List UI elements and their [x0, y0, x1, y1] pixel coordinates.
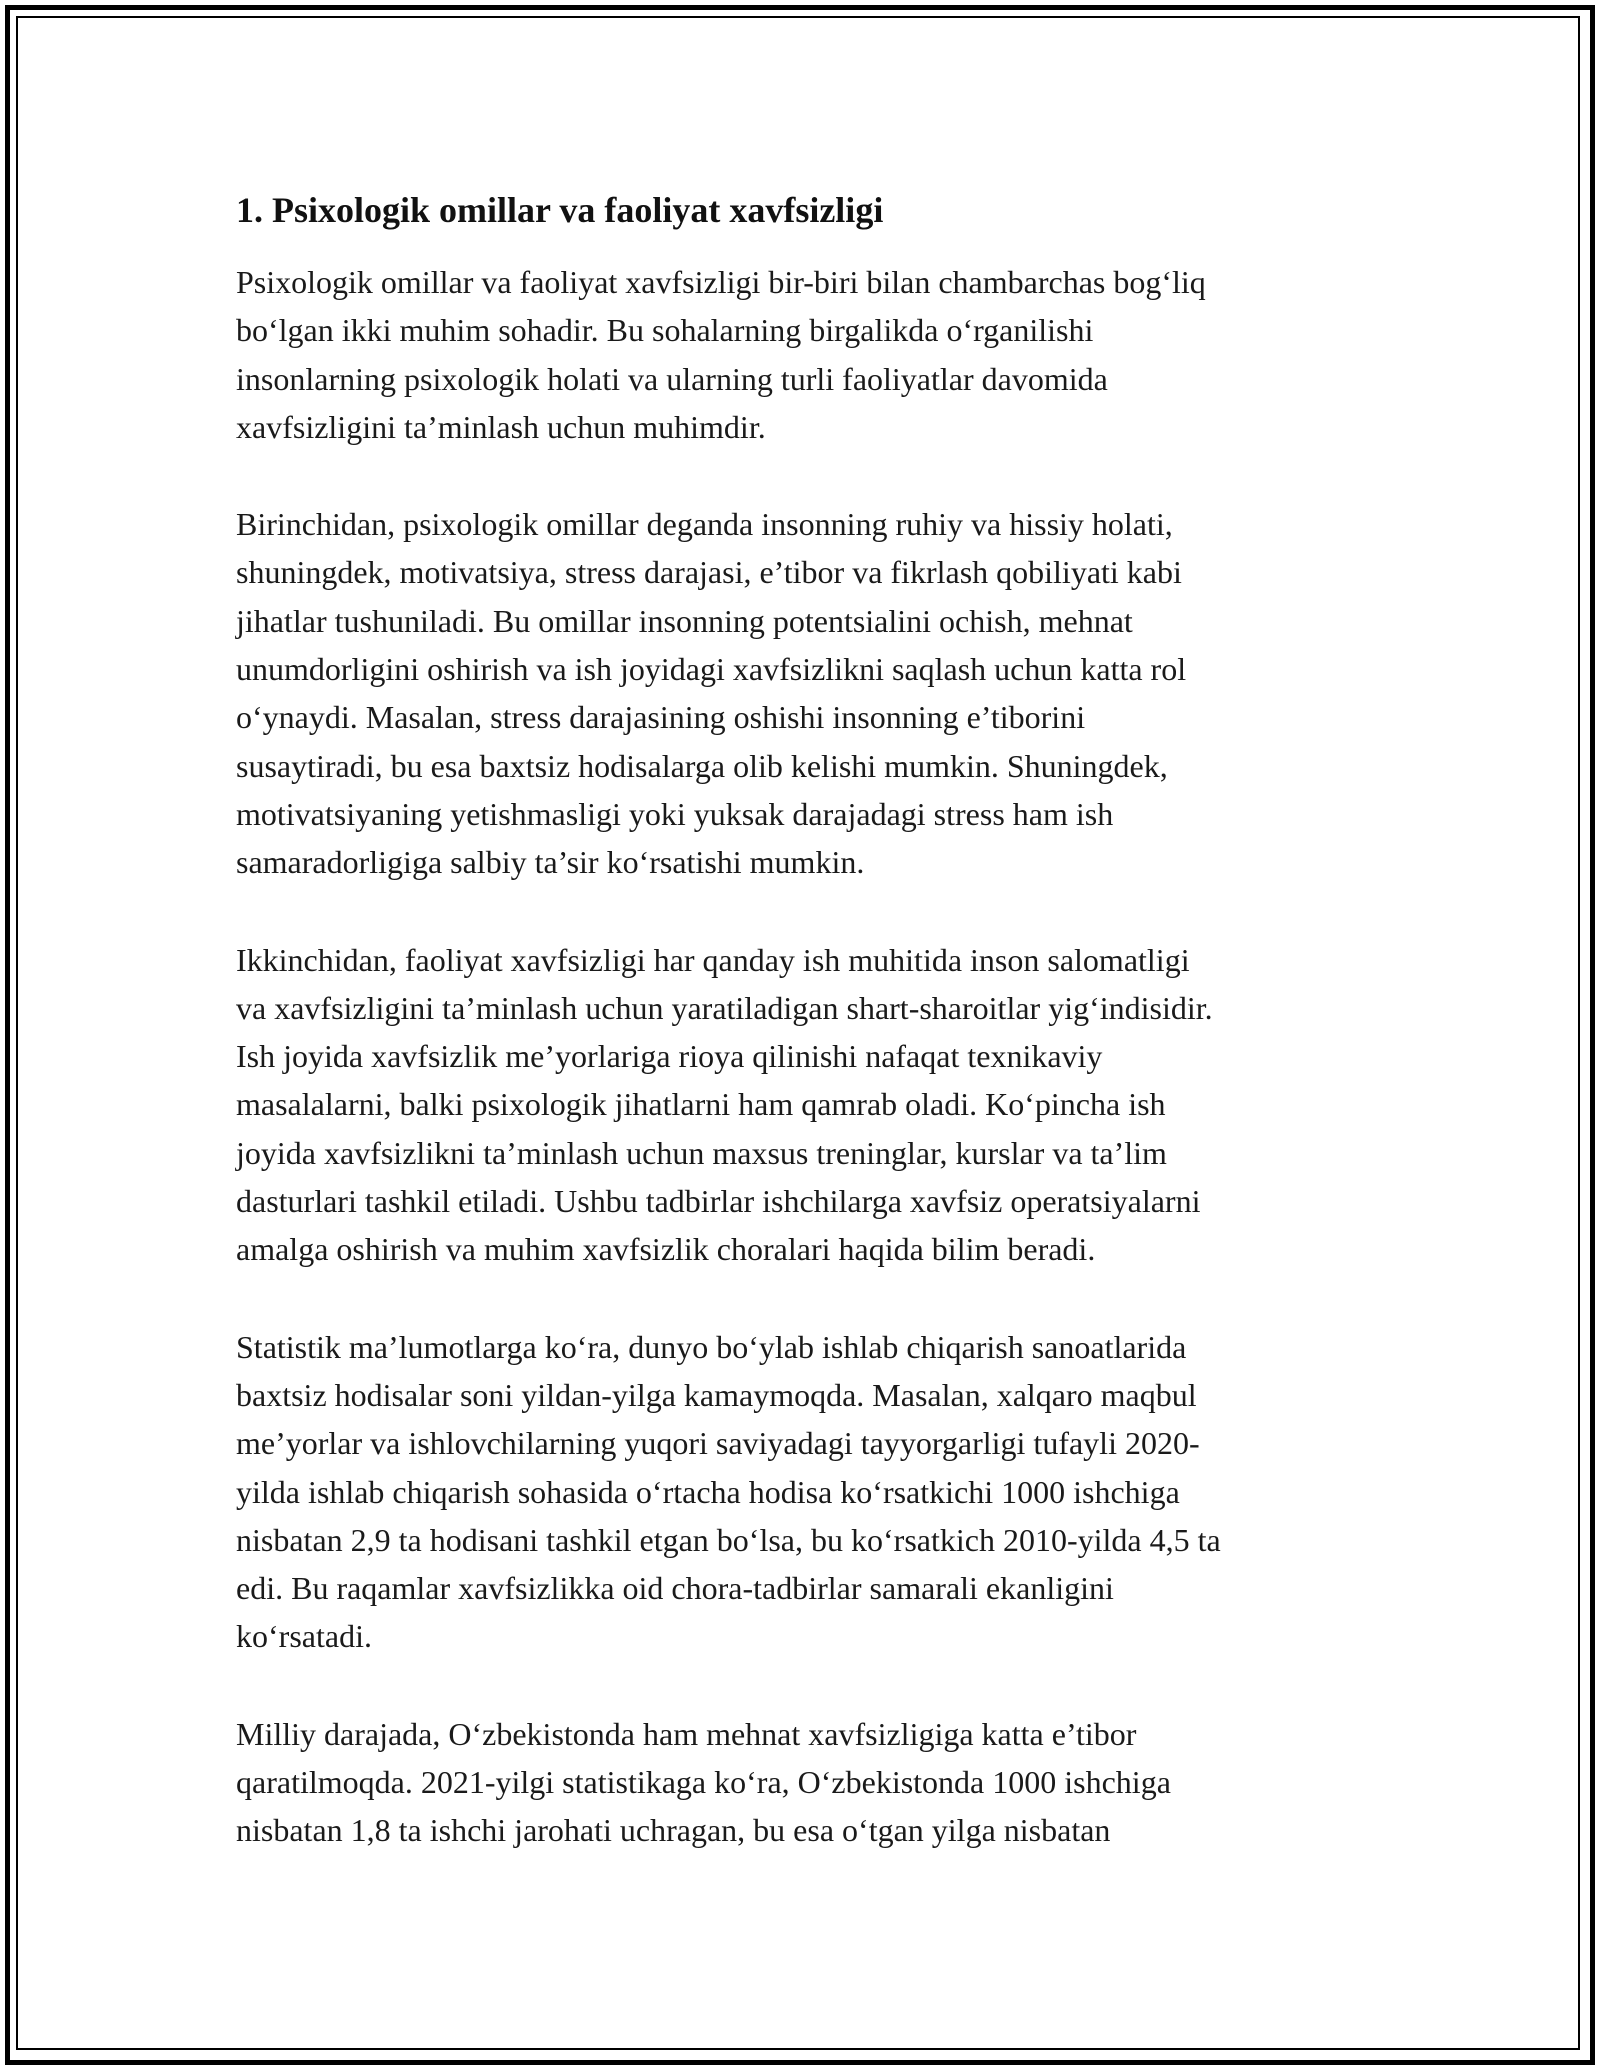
text-line: o‘ynaydi. Masalan, stress darajasining oshishi insonning e’tiborini: [236, 699, 1086, 736]
paragraph-3: [236, 936, 1376, 1274]
paragraph-2: [236, 500, 1376, 886]
paragraph-4: [236, 1323, 1376, 1661]
text-line: insonlarning psixologik holati va ularning turli faoliyatlar davomida: [236, 360, 1108, 397]
text-line: xavfsizligini ta’minlash uchun muhimdir.: [236, 408, 766, 445]
text-line: Ikkinchidan, faoliyat xavfsizligi har qanday ish muhitida inson salomatligi: [236, 941, 1190, 978]
text-line: motivatsiyaning yetishmasligi yoki yuksak darajadagi stress ham ish: [236, 795, 1114, 832]
paragraph-5: [236, 1710, 1376, 1855]
document-body: [236, 186, 1376, 1904]
text-line: shuningdek, motivatsiya, stress darajasi, e’tibor va fikrlash qobiliyati kabi: [236, 554, 1182, 591]
text-line: susaytiradi, bu esa baxtsiz hodisalarga olib kelishi mumkin. Shuningdek,: [236, 747, 1168, 784]
text-line: Milliy darajada, O‘zbekistonda ham mehnat xavfsizligiga katta e’tibor: [236, 1715, 1137, 1752]
text-line: me’yorlar va ishlovchilarning yuqori saviyadagi tayyorgarligi tufayli 2020-: [236, 1425, 1200, 1462]
text-line: joyida xavfsizlikni ta’minlash uchun maxsus treninglar, kurslar va ta’lim: [236, 1134, 1167, 1171]
text-line: unumdorligini oshirish va ish joyidagi xavfsizlikni saqlash uchun katta rol: [236, 651, 1187, 688]
text-line: Ish joyida xavfsizlik me’yorlariga rioya qilinishi nafaqat texnikaviy: [236, 1038, 1103, 1075]
text-line: baxtsiz hodisalar soni yildan-yilga kamaymoqda. Masalan, xalqaro maqbul: [236, 1376, 1197, 1413]
text-line: samaradorligiga salbiy ta’sir ko‘rsatishi mumkin.: [236, 844, 865, 881]
text-line: edi. Bu raqamlar xavfsizlikka oid chora-tadbirlar samarali ekanligini: [236, 1570, 1114, 1607]
text-line: qaratilmoqda. 2021-yilgi statistikaga ko‘ra, O‘zbekistonda 1000 ishchiga: [236, 1764, 1171, 1801]
text-line: Birinchidan, psixologik omillar deganda insonning ruhiy va hissiy holati,: [236, 506, 1173, 543]
text-line: Statistik ma’lumotlarga ko‘ra, dunyo bo‘ylab ishlab chiqarish sanoatlarida: [236, 1328, 1187, 1365]
paragraphs-container: [236, 258, 1376, 1855]
text-line: nisbatan 2,9 ta hodisani tashkil etgan bo‘lsa, bu ko‘rsatkich 2010-yilda 4,5 ta: [236, 1521, 1221, 1558]
text-line: bo‘lgan ikki muhim sohadir. Bu sohalarning birgalikda o‘rganilishi: [236, 312, 1094, 349]
text-line: amalga oshirish va muhim xavfsizlik choralari haqida bilim beradi.: [236, 1231, 1096, 1268]
text-line: yilda ishlab chiqarish sohasida o‘rtacha hodisa ko‘rsatkichi 1000 ishchiga: [236, 1473, 1180, 1510]
text-line: va xavfsizligini ta’minlash uchun yaratiladigan shart-sharoitlar yig‘indisidir.: [236, 989, 1213, 1026]
text-line: ko‘rsatadi.: [236, 1618, 372, 1655]
section-heading: 1. Psixologik omillar va faoliyat xavfsizligi: [236, 190, 884, 230]
text-line: nisbatan 1,8 ta ishchi jarohati uchragan, bu esa o‘tgan yilga nisbatan: [236, 1812, 1111, 1849]
paragraph-1: [236, 258, 1376, 451]
text-line: jihatlar tushuniladi. Bu omillar insonning potentsialini ochish, mehnat: [236, 602, 1133, 639]
text-line: dasturlari tashkil etiladi. Ushbu tadbirlar ishchilarga xavfsiz operatsiyalarni: [236, 1183, 1201, 1220]
text-line: Psixologik omillar va faoliyat xavfsizligi bir-biri bilan chambarchas bog‘liq: [236, 264, 1206, 300]
text-line: masalalarni, balki psixologik jihatlarni ham qamrab oladi. Ko‘pincha ish: [236, 1086, 1166, 1123]
